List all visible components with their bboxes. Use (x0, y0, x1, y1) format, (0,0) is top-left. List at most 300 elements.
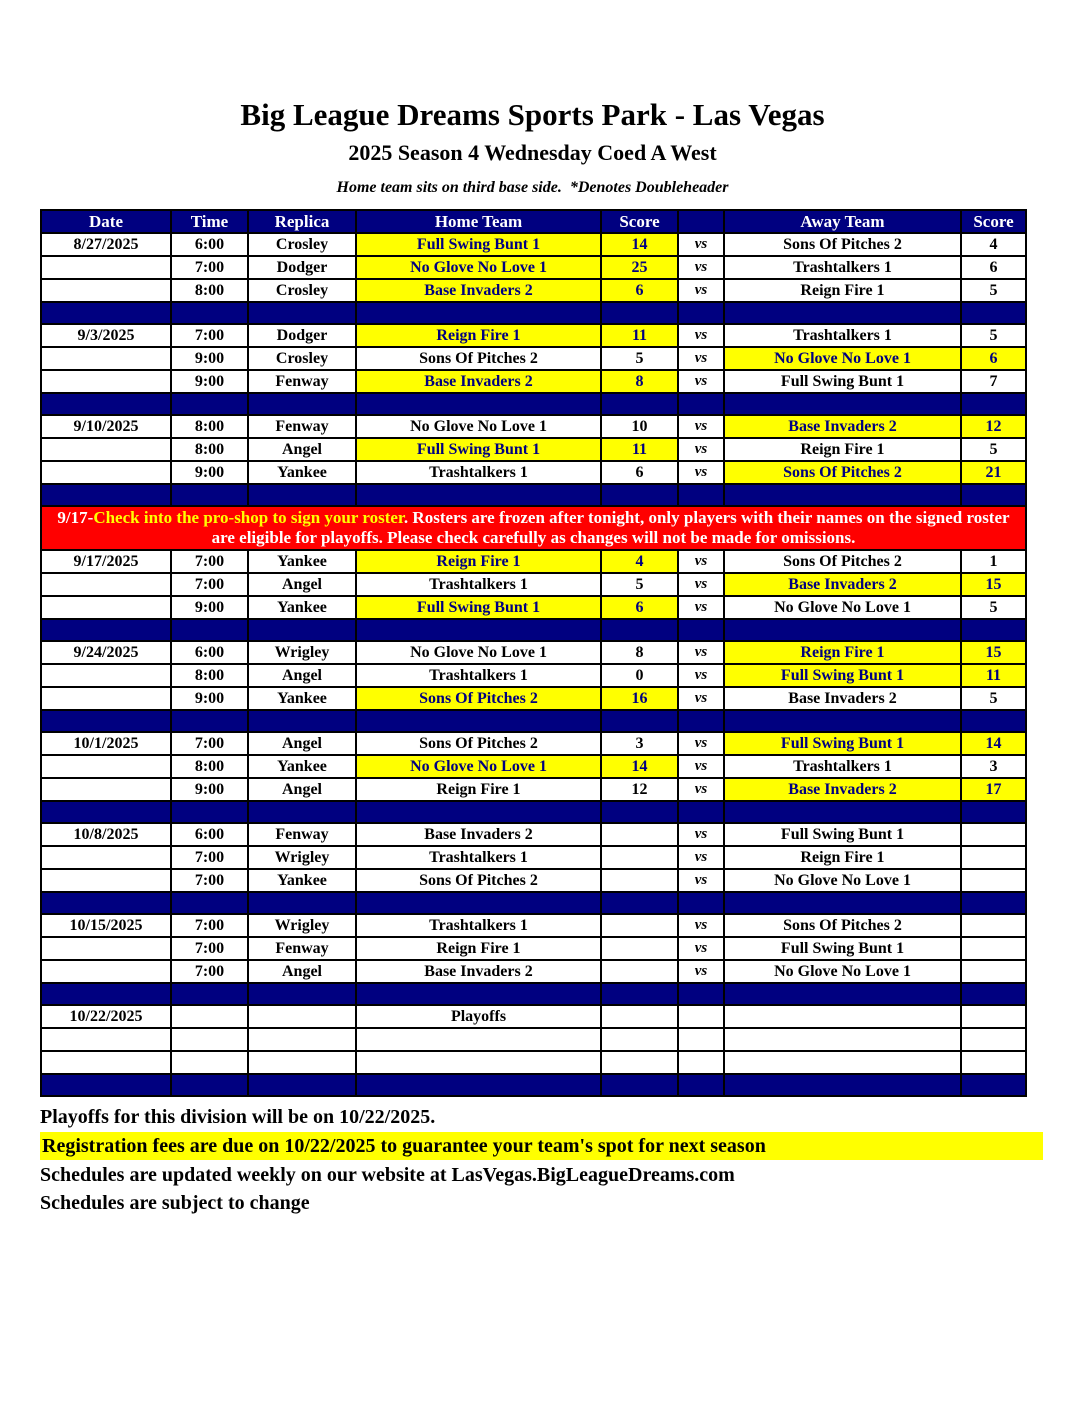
away-score-cell: 6 (961, 347, 1026, 370)
separator-cell (171, 983, 248, 1005)
away-team-cell: Base Invaders 2 (724, 573, 961, 596)
home-team-cell: Base Invaders 2 (356, 823, 601, 846)
separator-cell (356, 302, 601, 324)
vs-cell: vs (678, 641, 724, 664)
away-team-cell: Reign Fire 1 (724, 279, 961, 302)
vs-cell: vs (678, 347, 724, 370)
time-cell: 8:00 (171, 438, 248, 461)
date-cell (41, 846, 171, 869)
vs-cell: vs (678, 324, 724, 347)
game-row (41, 869, 1026, 892)
separator-cell (724, 801, 961, 823)
vs-cell: vs (678, 687, 724, 710)
separator-cell (248, 801, 356, 823)
separator-cell (724, 302, 961, 324)
footer-registration-highlight (40, 1132, 1043, 1160)
separator-cell (41, 393, 171, 415)
banner-prefix: 9/17- (57, 508, 94, 527)
separator-cell (356, 619, 601, 641)
separator-cell (678, 710, 724, 732)
home-team-cell: Sons Of Pitches 2 (356, 687, 601, 710)
away-team-cell: Trashtalkers 1 (724, 755, 961, 778)
home-score-cell: 11 (601, 324, 678, 347)
separator-cell (248, 710, 356, 732)
separator-cell (601, 619, 678, 641)
away-score-cell: 17 (961, 778, 1026, 801)
away-team-cell: Reign Fire 1 (724, 438, 961, 461)
vs-cell: vs (678, 438, 724, 461)
separator-cell (601, 1074, 678, 1096)
home-team-cell: Reign Fire 1 (356, 324, 601, 347)
time-cell: 8:00 (171, 279, 248, 302)
home-team-cell: Reign Fire 1 (356, 778, 601, 801)
replica-cell: Angel (248, 664, 356, 687)
date-cell (41, 778, 171, 801)
date-cell (41, 573, 171, 596)
replica-cell: Angel (248, 573, 356, 596)
separator-cell (171, 302, 248, 324)
time-cell: 8:00 (171, 664, 248, 687)
schedule-table (40, 209, 1027, 1097)
header-home-team: Home Team (356, 210, 601, 233)
game-row (41, 596, 1026, 619)
away-team-cell: Full Swing Bunt 1 (724, 937, 961, 960)
separator-cell (248, 1074, 356, 1096)
game-row (41, 641, 1026, 664)
game-row (41, 846, 1026, 869)
home-team-cell: Full Swing Bunt 1 (356, 596, 601, 619)
away-score-cell: 14 (961, 732, 1026, 755)
separator-cell (961, 983, 1026, 1005)
footer-website-line: Schedules are updated weekly on our website at LasVegas.BigLeagueDreams.com (40, 1164, 735, 1186)
away-score-cell (961, 960, 1026, 983)
game-row (41, 461, 1026, 484)
away-score-cell (961, 1028, 1026, 1051)
vs-cell: vs (678, 415, 724, 438)
home-score-cell: 25 (601, 256, 678, 279)
game-row (41, 732, 1026, 755)
game-row (41, 438, 1026, 461)
date-cell: 10/1/2025 (41, 732, 171, 755)
vs-cell: vs (678, 869, 724, 892)
game-row (41, 664, 1026, 687)
game-row (41, 937, 1026, 960)
home-team-cell: Sons Of Pitches 2 (356, 732, 601, 755)
date-cell: 9/17/2025 (41, 550, 171, 573)
replica-cell: Angel (248, 778, 356, 801)
game-row (41, 415, 1026, 438)
vs-cell: vs (678, 732, 724, 755)
separator-cell (678, 302, 724, 324)
vs-cell: vs (678, 755, 724, 778)
home-team-cell: No Glove No Love 1 (356, 415, 601, 438)
date-cell: 8/27/2025 (41, 233, 171, 256)
empty-row (41, 1028, 1026, 1051)
home-score-cell: 3 (601, 732, 678, 755)
separator-cell (601, 801, 678, 823)
home-score-cell: 8 (601, 370, 678, 393)
replica-cell: Angel (248, 960, 356, 983)
home-team-cell: Base Invaders 2 (356, 960, 601, 983)
schedule-body (41, 233, 1026, 1096)
away-team-cell: Sons Of Pitches 2 (724, 914, 961, 937)
separator-cell (678, 892, 724, 914)
date-cell (41, 937, 171, 960)
vs-cell: vs (678, 233, 724, 256)
away-score-cell: 6 (961, 256, 1026, 279)
vs-cell: vs (678, 573, 724, 596)
date-cell (41, 664, 171, 687)
replica-cell: Yankee (248, 461, 356, 484)
away-team-cell: Full Swing Bunt 1 (724, 664, 961, 687)
away-team-cell (724, 1028, 961, 1051)
separator-cell (356, 484, 601, 506)
separator-cell (601, 983, 678, 1005)
time-cell: 7:00 (171, 914, 248, 937)
time-cell: 7:00 (171, 846, 248, 869)
game-row (41, 233, 1026, 256)
vs-cell: vs (678, 256, 724, 279)
replica-cell: Yankee (248, 596, 356, 619)
home-team-cell: Playoffs (356, 1005, 601, 1028)
date-cell: 10/8/2025 (41, 823, 171, 846)
vs-cell: vs (678, 550, 724, 573)
home-score-cell (601, 869, 678, 892)
game-row (41, 687, 1026, 710)
away-score-cell: 5 (961, 687, 1026, 710)
away-score-cell: 15 (961, 641, 1026, 664)
separator-cell (356, 1074, 601, 1096)
replica-cell: Fenway (248, 823, 356, 846)
away-team-cell: Sons Of Pitches 2 (724, 461, 961, 484)
separator-cell (41, 302, 171, 324)
separator-cell (41, 892, 171, 914)
home-team-note: Home team sits on third base side. *Denotes Doubleheader (336, 179, 729, 196)
footer-registration-line: Registration fees are due on 10/22/2025 to guarantee your team's spot for next season (42, 1135, 766, 1157)
date-cell: 9/10/2025 (41, 415, 171, 438)
away-team-cell: Base Invaders 2 (724, 687, 961, 710)
roster-banner (41, 506, 1026, 550)
time-cell: 9:00 (171, 370, 248, 393)
away-score-cell (961, 869, 1026, 892)
home-team-cell: Sons Of Pitches 2 (356, 869, 601, 892)
home-team-cell: No Glove No Love 1 (356, 755, 601, 778)
separator-cell (724, 1074, 961, 1096)
replica-cell: Fenway (248, 937, 356, 960)
date-cell (41, 370, 171, 393)
header-date: Date (41, 210, 171, 233)
away-score-cell: 5 (961, 324, 1026, 347)
header-away-team: Away Team (724, 210, 961, 233)
separator-row (41, 710, 1026, 732)
separator-cell (961, 484, 1026, 506)
date-cell (41, 438, 171, 461)
away-score-cell (961, 1005, 1026, 1028)
away-team-cell (724, 1005, 961, 1028)
away-score-cell: 7 (961, 370, 1026, 393)
replica-cell: Crosley (248, 233, 356, 256)
away-score-cell: 11 (961, 664, 1026, 687)
home-team-cell: Base Invaders 2 (356, 279, 601, 302)
replica-cell: Yankee (248, 869, 356, 892)
away-team-cell: No Glove No Love 1 (724, 347, 961, 370)
date-cell (41, 596, 171, 619)
away-score-cell: 21 (961, 461, 1026, 484)
home-score-cell: 0 (601, 664, 678, 687)
replica-cell: Dodger (248, 324, 356, 347)
vs-cell: vs (678, 937, 724, 960)
home-team-cell: Base Invaders 2 (356, 370, 601, 393)
home-score-cell (601, 1051, 678, 1074)
home-team-cell: Sons Of Pitches 2 (356, 347, 601, 370)
away-team-cell: No Glove No Love 1 (724, 596, 961, 619)
time-cell: 7:00 (171, 324, 248, 347)
page-subtitle: 2025 Season 4 Wednesday Coed A West (348, 140, 717, 165)
home-team-cell: No Glove No Love 1 (356, 256, 601, 279)
date-cell: 9/24/2025 (41, 641, 171, 664)
playoffs-row (41, 1005, 1026, 1028)
header-away-score: Score (961, 210, 1026, 233)
replica-cell: Angel (248, 438, 356, 461)
page-title: Big League Dreams Sports Park - Las Vegas (240, 97, 825, 132)
replica-cell: Yankee (248, 755, 356, 778)
separator-cell (601, 302, 678, 324)
time-cell: 8:00 (171, 755, 248, 778)
away-score-cell: 1 (961, 550, 1026, 573)
footer-playoffs-line: Playoffs for this division will be on 10/22/2025. (40, 1106, 436, 1128)
away-team-cell: Base Invaders 2 (724, 778, 961, 801)
separator-cell (678, 801, 724, 823)
date-cell: 10/15/2025 (41, 914, 171, 937)
home-score-cell: 5 (601, 347, 678, 370)
separator-cell (356, 983, 601, 1005)
separator-cell (961, 393, 1026, 415)
vs-cell: vs (678, 279, 724, 302)
time-cell: 9:00 (171, 596, 248, 619)
separator-cell (248, 302, 356, 324)
game-row (41, 914, 1026, 937)
replica-cell (248, 1051, 356, 1074)
home-score-cell: 12 (601, 778, 678, 801)
separator-cell (601, 484, 678, 506)
away-score-cell: 5 (961, 279, 1026, 302)
separator-cell (248, 484, 356, 506)
replica-cell: Wrigley (248, 914, 356, 937)
separator-cell (961, 619, 1026, 641)
separator-cell (724, 619, 961, 641)
replica-cell: Crosley (248, 279, 356, 302)
home-score-cell: 5 (601, 573, 678, 596)
away-team-cell: Full Swing Bunt 1 (724, 732, 961, 755)
separator-cell (248, 393, 356, 415)
away-score-cell: 3 (961, 755, 1026, 778)
vs-cell: vs (678, 914, 724, 937)
time-cell: 9:00 (171, 347, 248, 370)
away-team-cell: No Glove No Love 1 (724, 960, 961, 983)
time-cell (171, 1051, 248, 1074)
separator-cell (356, 801, 601, 823)
separator-cell (171, 801, 248, 823)
away-team-cell: Sons Of Pitches 2 (724, 233, 961, 256)
away-score-cell: 12 (961, 415, 1026, 438)
home-score-cell (601, 914, 678, 937)
date-cell (41, 347, 171, 370)
replica-cell: Fenway (248, 370, 356, 393)
separator-cell (356, 892, 601, 914)
header-vs (678, 210, 724, 233)
vs-cell: vs (678, 596, 724, 619)
separator-cell (248, 892, 356, 914)
separator-cell (724, 892, 961, 914)
game-row (41, 324, 1026, 347)
separator-cell (41, 619, 171, 641)
vs-cell: vs (678, 846, 724, 869)
time-cell: 9:00 (171, 778, 248, 801)
replica-cell: Angel (248, 732, 356, 755)
time-cell: 7:00 (171, 937, 248, 960)
time-cell: 7:00 (171, 573, 248, 596)
vs-cell: vs (678, 664, 724, 687)
time-cell: 9:00 (171, 461, 248, 484)
home-team-cell: Reign Fire 1 (356, 550, 601, 573)
separator-cell (724, 983, 961, 1005)
game-row (41, 755, 1026, 778)
home-team-cell: Trashtalkers 1 (356, 664, 601, 687)
away-team-cell: Reign Fire 1 (724, 846, 961, 869)
game-row (41, 256, 1026, 279)
away-team-cell: Full Swing Bunt 1 (724, 370, 961, 393)
separator-row (41, 302, 1026, 324)
home-score-cell (601, 823, 678, 846)
separator-cell (356, 393, 601, 415)
home-team-cell: Full Swing Bunt 1 (356, 438, 601, 461)
separator-row (41, 484, 1026, 506)
time-cell: 7:00 (171, 960, 248, 983)
separator-row (41, 1074, 1026, 1096)
home-score-cell (601, 1005, 678, 1028)
time-cell: 7:00 (171, 732, 248, 755)
time-cell: 6:00 (171, 823, 248, 846)
home-team-cell: Full Swing Bunt 1 (356, 233, 601, 256)
replica-cell: Fenway (248, 415, 356, 438)
home-score-cell: 16 (601, 687, 678, 710)
header-time: Time (171, 210, 248, 233)
game-row (41, 370, 1026, 393)
date-cell (41, 960, 171, 983)
banner-row (41, 506, 1026, 550)
separator-cell (41, 710, 171, 732)
away-score-cell (961, 823, 1026, 846)
separator-cell (601, 710, 678, 732)
separator-cell (678, 393, 724, 415)
away-score-cell: 5 (961, 596, 1026, 619)
time-cell (171, 1028, 248, 1051)
home-score-cell: 11 (601, 438, 678, 461)
time-cell: 8:00 (171, 415, 248, 438)
replica-cell (248, 1028, 356, 1051)
separator-cell (961, 302, 1026, 324)
time-cell (171, 1005, 248, 1028)
header-replica: Replica (248, 210, 356, 233)
home-team-cell: Reign Fire 1 (356, 937, 601, 960)
home-score-cell: 6 (601, 596, 678, 619)
home-team-cell (356, 1051, 601, 1074)
home-team-cell: Trashtalkers 1 (356, 573, 601, 596)
home-team-cell: Trashtalkers 1 (356, 914, 601, 937)
home-score-cell: 14 (601, 755, 678, 778)
separator-cell (171, 619, 248, 641)
date-cell: 9/3/2025 (41, 324, 171, 347)
home-score-cell (601, 960, 678, 983)
separator-cell (248, 619, 356, 641)
home-team-cell (356, 1028, 601, 1051)
replica-cell: Yankee (248, 550, 356, 573)
footer-subject-to-change-line: Schedules are subject to change (40, 1192, 310, 1214)
game-row (41, 550, 1026, 573)
game-row (41, 279, 1026, 302)
separator-cell (41, 1074, 171, 1096)
date-cell (41, 256, 171, 279)
vs-cell (678, 1051, 724, 1074)
time-cell: 7:00 (171, 869, 248, 892)
time-cell: 7:00 (171, 550, 248, 573)
replica-cell: Yankee (248, 687, 356, 710)
replica-cell: Crosley (248, 347, 356, 370)
away-team-cell: Sons Of Pitches 2 (724, 550, 961, 573)
home-score-cell: 6 (601, 279, 678, 302)
date-cell (41, 869, 171, 892)
home-team-cell: Trashtalkers 1 (356, 461, 601, 484)
separator-row (41, 892, 1026, 914)
replica-cell: Dodger (248, 256, 356, 279)
separator-cell (41, 801, 171, 823)
separator-cell (601, 892, 678, 914)
date-cell (41, 687, 171, 710)
separator-cell (171, 710, 248, 732)
separator-row (41, 983, 1026, 1005)
separator-cell (678, 983, 724, 1005)
date-cell (41, 1051, 171, 1074)
home-score-cell: 8 (601, 641, 678, 664)
away-score-cell (961, 846, 1026, 869)
separator-cell (171, 484, 248, 506)
separator-cell (41, 983, 171, 1005)
empty-row (41, 1051, 1026, 1074)
separator-cell (171, 393, 248, 415)
away-score-cell: 5 (961, 438, 1026, 461)
home-team-cell: No Glove No Love 1 (356, 641, 601, 664)
home-score-cell (601, 1028, 678, 1051)
footer (40, 1103, 1025, 1217)
banner-rest: . Rosters are frozen after tonight, only players with their names on the signed roster are eligible for playoffs. Please check carefully as changes will not be made for omissions. (211, 508, 1010, 547)
separator-row (41, 619, 1026, 641)
time-cell: 6:00 (171, 641, 248, 664)
separator-cell (171, 892, 248, 914)
game-row (41, 823, 1026, 846)
vs-cell (678, 1005, 724, 1028)
away-team-cell: No Glove No Love 1 (724, 869, 961, 892)
separator-cell (961, 892, 1026, 914)
header-home-score: Score (601, 210, 678, 233)
separator-cell (171, 1074, 248, 1096)
vs-cell: vs (678, 461, 724, 484)
separator-cell (678, 619, 724, 641)
away-score-cell (961, 937, 1026, 960)
away-team-cell: Trashtalkers 1 (724, 256, 961, 279)
game-row (41, 347, 1026, 370)
separator-cell (356, 710, 601, 732)
banner-highlight: Check into the pro-shop to sign your roster (93, 508, 404, 527)
